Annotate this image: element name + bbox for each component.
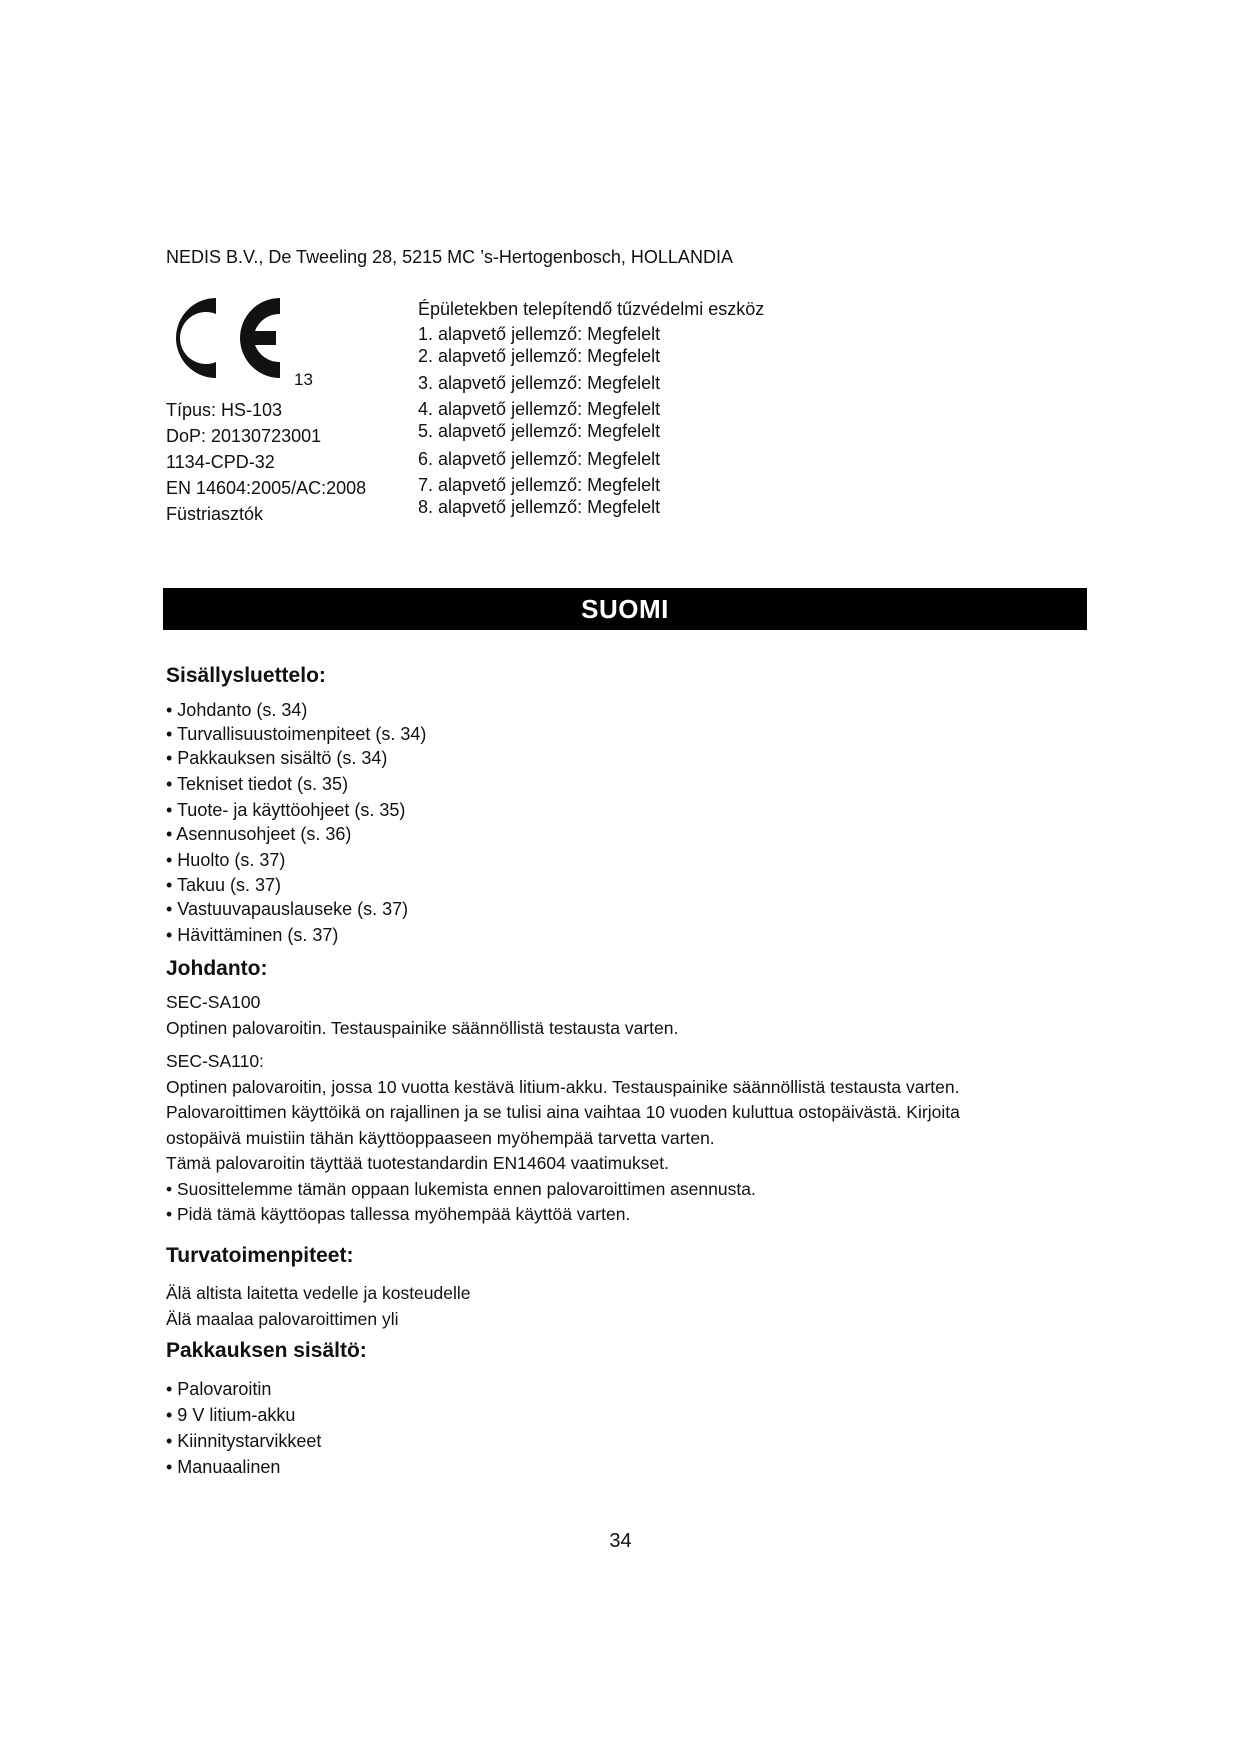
- characteristic-line: 3. alapvető jellemző: Megfelelt: [418, 373, 661, 393]
- bullet-line: • Suosittelemme tämän oppaan lukemista ennen palovaroittimen asennusta.: [166, 1178, 756, 1199]
- product-info-left: [166, 397, 366, 527]
- characteristic-line: 2. alapvető jellemző: Megfelelt: [418, 346, 661, 366]
- package-item: • 9 V litium-akku: [166, 1405, 296, 1425]
- safety-line: Älä altista laitetta vedelle ja kosteudelle: [166, 1283, 471, 1303]
- toc-heading: Sisällysluettelo:: [166, 664, 326, 687]
- ce-notified-body-number: 13: [294, 370, 313, 389]
- package-heading: Pakkauksen sisältö:: [166, 1339, 367, 1362]
- model-description: Optinen palovaroitin. Testauspainike säännöllistä testausta varten.: [166, 1017, 679, 1038]
- toc-item: • Huolto (s. 37): [166, 850, 286, 870]
- characteristic-line: 1. alapvető jellemző: Megfelelt: [418, 324, 661, 344]
- toc-list: [166, 698, 426, 949]
- safety-heading: Turvatoimenpiteet:: [166, 1244, 354, 1267]
- characteristic-line: 5. alapvető jellemző: Megfelelt: [418, 421, 661, 441]
- page-number: 34: [609, 1530, 632, 1552]
- intro-heading: Johdanto:: [166, 957, 268, 980]
- bullet-line: • Pidä tämä käyttöopas tallessa myöhempää käyttöä varten.: [166, 1204, 631, 1224]
- intro-body: [166, 990, 960, 1228]
- package-item: • Manuaalinen: [166, 1457, 281, 1477]
- paragraph-line: Palovaroittimen käyttöikä on rajallinen ja se tulisi aina vaihtaa 10 vuoden kuluttua ostopäivästä. Kirjoita: [166, 1102, 960, 1122]
- ce-mark-logo: [164, 292, 294, 384]
- paragraph-line: ostopäivä muistiin tähän käyttöoppaaseen myöhempää tarvetta varten.: [166, 1127, 715, 1148]
- toc-item: • Hävittäminen (s. 37): [166, 925, 339, 945]
- toc-item: • Turvallisuustoimenpiteet (s. 34): [166, 724, 427, 744]
- declaration-title: Épületekben telepítendő tűzvédelmi eszköz: [418, 299, 765, 319]
- characteristic-line: 4. alapvető jellemző: Megfelelt: [418, 399, 661, 419]
- product-category: Füstriasztók: [166, 504, 264, 524]
- toc-item: • Asennusohjeet (s. 36): [166, 824, 352, 844]
- model-name: SEC-SA110:: [166, 1051, 264, 1071]
- package-item: • Palovaroitin: [166, 1379, 272, 1399]
- characteristic-line: 8. alapvető jellemző: Megfelelt: [418, 497, 661, 517]
- toc-item: • Vastuuvapauslauseke (s. 37): [166, 899, 409, 919]
- safety-line: Älä maalaa palovaroittimen yli: [166, 1308, 399, 1329]
- package-list: [166, 1376, 321, 1480]
- dop-number: DoP: 20130723001: [166, 426, 322, 446]
- toc-item: • Pakkauksen sisältö (s. 34): [166, 748, 388, 768]
- paragraph-line: Tämä palovaroitin täyttää tuotestandardin EN14604 vaatimukset.: [166, 1153, 669, 1173]
- characteristic-line: 7. alapvető jellemző: Megfelelt: [418, 475, 661, 495]
- toc-item: • Takuu (s. 37): [166, 875, 282, 895]
- manufacturer-address: NEDIS B.V., De Tweeling 28, 5215 MC ’s-Hertogenbosch, HOLLANDIA: [166, 247, 733, 267]
- language-banner: SUOMI: [163, 588, 1087, 630]
- package-item: • Kiinnitystarvikkeet: [166, 1431, 322, 1451]
- product-type: Típus: HS-103: [166, 400, 283, 420]
- toc-item: • Tekniset tiedot (s. 35): [166, 774, 349, 794]
- toc-item: • Tuote- ja käyttöohjeet (s. 35): [166, 800, 406, 820]
- safety-body: [166, 1281, 471, 1332]
- characteristic-line: 6. alapvető jellemző: Megfelelt: [418, 449, 661, 469]
- model-name: SEC-SA100: [166, 992, 261, 1012]
- certificate-number: 1134-CPD-32: [166, 452, 275, 472]
- product-info-right: [418, 298, 764, 518]
- standard: EN 14604:2005/AC:2008: [166, 478, 367, 498]
- toc-item: • Johdanto (s. 34): [166, 700, 308, 720]
- paragraph-line: Optinen palovaroitin, jossa 10 vuotta kestävä litium-akku. Testauspainike säännöllistä testausta varten.: [166, 1076, 960, 1097]
